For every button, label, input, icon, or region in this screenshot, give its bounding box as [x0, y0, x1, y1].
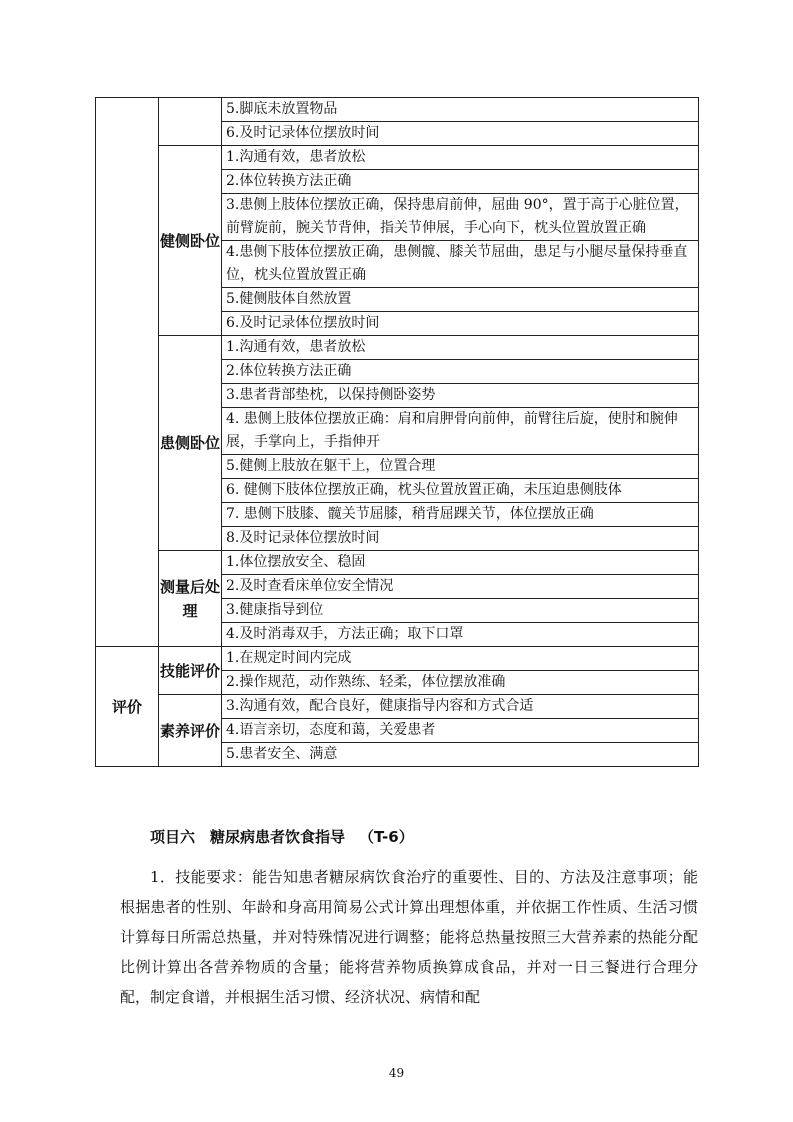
- table-row: 1.体位摆放安全、稳固: [222, 551, 699, 575]
- table-row: 2.体位转换方法正确: [222, 170, 699, 194]
- table-row: 4.及时消毒双手，方法正确；取下口罩: [222, 623, 699, 647]
- section-title-text: 项目六 糖尿病患者饮食指导: [150, 828, 346, 846]
- table-row: 7. 患侧下肢膝、髋关节屈膝，稍背屈踝关节，体位摆放正确: [222, 503, 699, 527]
- page-number: 49: [388, 1066, 405, 1080]
- procedure-table: [95, 97, 699, 647]
- skill-evaluation-label: 技能评价: [159, 647, 222, 695]
- table-row: 3.患者背部垫枕，以保持侧卧姿势: [222, 384, 699, 408]
- table-row: 4.语言亲切，态度和蔼，关爱患者: [222, 719, 699, 743]
- table-row: 1.沟通有效，患者放松: [222, 146, 699, 170]
- evaluation-label: 评价: [96, 647, 159, 767]
- table-row: 2.及时查看床单位安全情况: [222, 575, 699, 599]
- table-row: 6. 健侧下肢体位摆放正确，枕头位置放置正确，未压迫患侧肢体: [222, 479, 699, 503]
- table-row: 6.及时记录体位摆放时间: [222, 312, 699, 336]
- table-row: 5.健侧肢体自然放置: [222, 288, 699, 312]
- table-row: 5.患者安全、满意: [222, 743, 699, 767]
- body-paragraph: 1．技能要求：能告知患者糖尿病饮食治疗的重要性、目的、方法及注意事项；能根据患者的性别、年龄和身高用简易公式计算出理想体重，并依据工作性质、生活习惯计算每日所需总热量，并对特殊情况进行调整；能将总热量按照三大营养素的热能分配比例计算出各营养物质的含量；能将营养物质换算成食品，并对一日三餐进行合理分配，制定食谱，并根据生活习惯、经济状况、病情和配: [120, 868, 698, 1006]
- quality-evaluation-label: 素养评价: [159, 695, 222, 767]
- table-row: 4. 患侧上肢体位摆放正确：肩和肩胛骨向前伸，前臂往后旋，使肘和腕伸展，手掌向上，手指伸开: [222, 408, 699, 455]
- table-row: 3.沟通有效，配合良好，健康指导内容和方式合适: [222, 695, 699, 719]
- group-label-post-processing: 测量后处理: [159, 551, 222, 647]
- table-row: 2.操作规范，动作熟练、轻柔，体位摆放准确: [222, 671, 699, 695]
- table-row: 2.体位转换方法正确: [222, 360, 699, 384]
- table-row: 3.患侧上肢体位摆放正确，保持患肩前伸，屈曲 90°，置于高于心脏位置，前臂旋前，腕关节背伸，指关节伸展，手心向下，枕头位置放置正确: [222, 194, 699, 241]
- table-row: 1.沟通有效，患者放松: [222, 336, 699, 360]
- table-row: 5.健侧上肢放在躯干上，位置合理: [222, 455, 699, 479]
- section-code: （T-6）: [359, 828, 414, 846]
- table-row: 4.患侧下肢体位摆放正确，患侧髋、膝关节屈曲，患足与小腿尽量保持垂直位，枕头位置放置正确: [222, 241, 699, 288]
- evaluation-table: [95, 646, 699, 767]
- table-row: 1.在规定时间内完成: [222, 647, 699, 671]
- table-row: 6.及时记录体位摆放时间: [222, 122, 699, 146]
- group-label: [159, 98, 222, 146]
- outer-category-cell: [96, 98, 159, 647]
- table-row: 8.及时记录体位摆放时间: [222, 527, 699, 551]
- table-row: 3.健康指导到位: [222, 599, 699, 623]
- table-row: 5.脚底未放置物品: [222, 98, 699, 122]
- group-label-affected-side: 患侧卧位: [159, 336, 222, 551]
- section-title: [150, 826, 414, 847]
- group-label-healthy-side: 健侧卧位: [159, 146, 222, 336]
